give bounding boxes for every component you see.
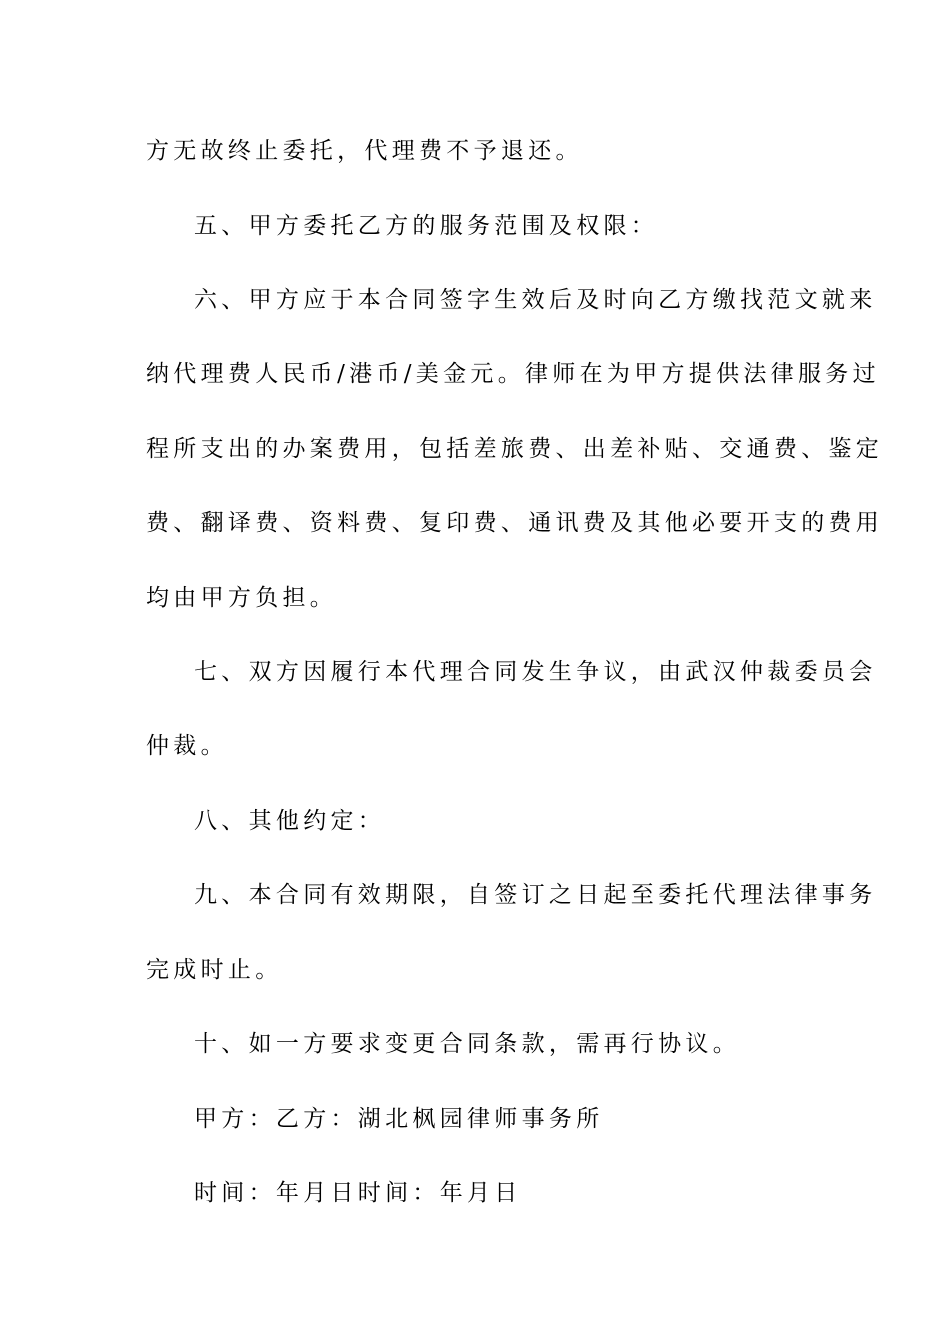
text-line: 方无故终止委托，代理费不予退还。 [146, 138, 583, 164]
text-line: 费、翻译费、资料费、复印费、通讯费及其他必要开支的费用 [146, 510, 884, 536]
text-line: 纳代理费人民币/港币/美金元。律师在为甲方提供法律服务过 [146, 361, 880, 387]
text-line: 仲裁。 [146, 733, 228, 759]
text-line: 五、甲方委托乙方的服务范围及权限： [194, 213, 659, 239]
text-line: 八、其他约定： [194, 808, 386, 834]
text-line: 程所支出的办案费用，包括差旅费、出差补贴、交通费、鉴定 [146, 436, 884, 462]
text-line: 六、甲方应于本合同签字生效后及时向乙方缴找范文就来 [194, 287, 877, 313]
text-line: 时间：年月日时间：年月日 [194, 1180, 522, 1206]
text-line: 十、如一方要求变更合同条款，需再行协议。 [194, 1031, 740, 1057]
text-line: 七、双方因履行本代理合同发生争议，由武汉仲裁委员会 [194, 659, 877, 685]
text-line: 九、本合同有效期限，自签订之日起至委托代理法律事务 [194, 882, 877, 908]
text-line: 甲方：乙方：湖北枫园律师事务所 [194, 1106, 604, 1132]
text-line: 均由甲方负担。 [146, 585, 338, 611]
text-line: 完成时止。 [146, 957, 283, 983]
